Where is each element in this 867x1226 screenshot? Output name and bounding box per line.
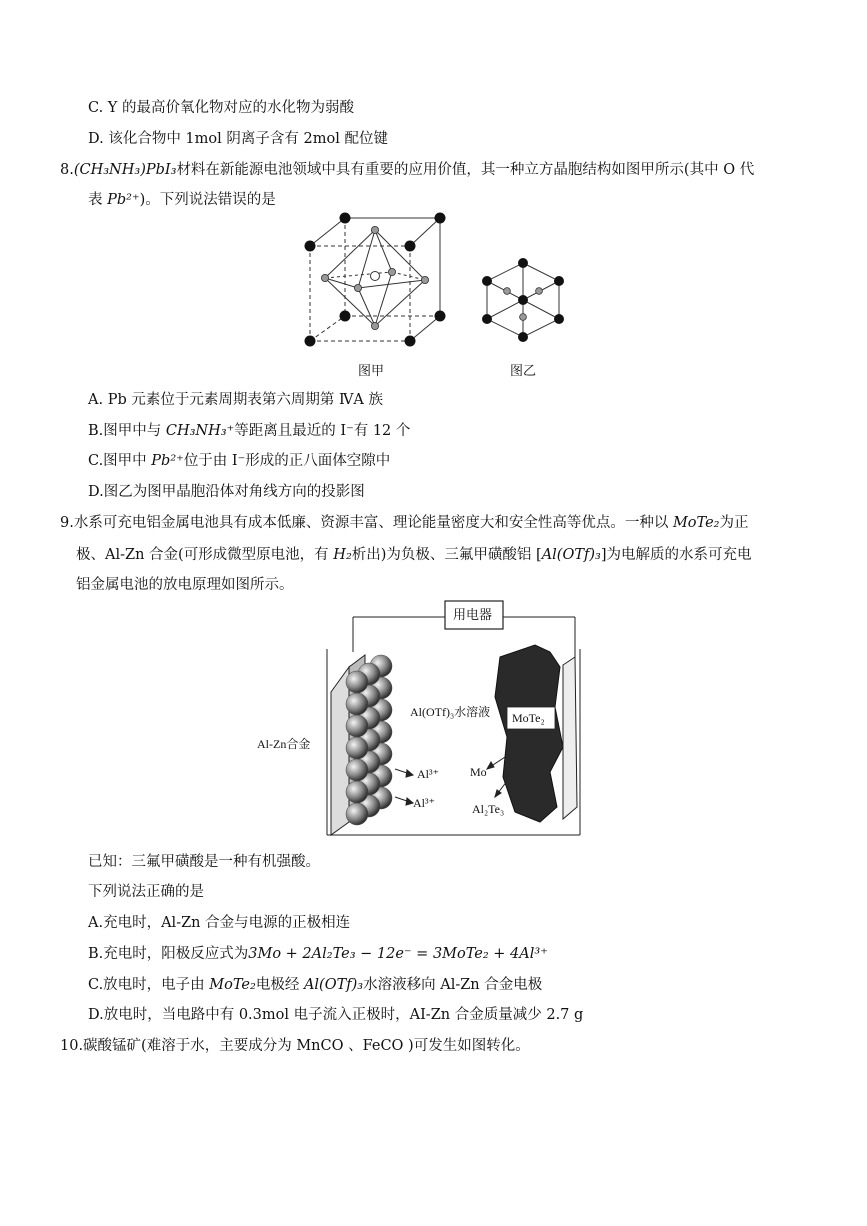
figure-yi-projection: [478, 255, 568, 345]
q8-number: 8.: [60, 162, 74, 178]
q8-option-c-ion: Pb²⁺: [151, 453, 184, 469]
cathode-label: MoTe₂: [512, 711, 545, 725]
q7-option-c: C. Y 的最高价氧化物对应的水化物为弱酸: [88, 100, 354, 116]
alloy-sphere: [346, 781, 368, 803]
q8-option-b-post: 等距离且最近的 I⁻有 12 个: [234, 423, 411, 439]
q9-stem-l2a: 极、Al-Zn 合金(可形成微型原电池，有: [76, 547, 329, 563]
q9-stem-line3: 铝金属电池的放电原理如图所示。: [76, 577, 294, 593]
q9-h2: H₂: [333, 547, 352, 563]
q8-option-b-pre: B.图甲中与: [88, 423, 162, 439]
al-ion-label-1: Al³⁺: [417, 767, 439, 781]
alloy-sphere: [346, 759, 368, 781]
figure-jia-label: 图甲: [358, 364, 385, 379]
q9-option-a: A.充电时，Al-Zn 合金与电源的正极相连: [88, 915, 351, 931]
q9-option-c-pre: C.放电时，电子由: [88, 977, 205, 993]
q9-option-b-eq: 3Mo + 2Al₂Te₃ − 12e⁻ = 3MoTe₂ + 4Al³⁺: [248, 946, 548, 962]
q9-option-c-post: 水溶液移向 Al-Zn 合金电极: [363, 977, 543, 993]
q9-mote2: MoTe₂: [672, 515, 720, 531]
q8-stem-line1: [60, 160, 754, 180]
solution-label: Al(OTf)₃水溶液: [410, 705, 491, 719]
q8-formula: (CH₃NH₃)PbI₃: [73, 162, 177, 178]
q9-option-c-f1: MoTe₂: [209, 977, 256, 993]
q8-stem-text: 材料在新能源电池领域中具有重要的应用价值，其一种立方晶胞结构如图甲所示(其中 O 代: [176, 162, 755, 178]
q9-stem-l2c: ]为电解质的水系可充电: [600, 547, 752, 563]
q9-option-d: D.放电时，当电路中有 0.3mol 电子流入正极时，AI-Zn 合金质量减少 2.7 g: [88, 1007, 584, 1023]
alloy-sphere: [346, 737, 368, 759]
q8-option-c-pre: C.图甲中: [88, 453, 147, 469]
q9-option-c: [88, 975, 542, 995]
q9-stem-l2b: 析出)为负极、三氟甲磺酸铝 [: [351, 547, 542, 563]
alloy-sphere: [346, 671, 368, 693]
alloy-sphere: [346, 803, 368, 825]
figure-jia-unit-cell: [300, 208, 450, 348]
q8-stem-line2: [88, 190, 276, 210]
device-label: 用电器: [453, 608, 493, 623]
mo-label: Mo: [470, 765, 487, 779]
alloy-sphere: [346, 693, 368, 715]
al2te3-label: Al₂Te₃: [472, 802, 505, 816]
q8-option-c: [88, 451, 390, 471]
q7-option-d: D. 该化合物中 1mol 阴离子含有 2mol 配位键: [88, 131, 388, 147]
q9-stem-l1a: 9.水系可充电铝金属电池具有成本低廉、资源丰富、理论能量密度大和安全性高等优点。一种以: [60, 515, 669, 531]
q9-al-otf: Al(OTf)₃: [541, 547, 601, 563]
q9-option-c-mid: 电极经: [255, 977, 300, 993]
al-ion-label-2: Al³⁺: [413, 796, 435, 810]
q9-option-b: [88, 944, 548, 964]
q9-ask: 下列说法正确的是: [88, 884, 204, 900]
q9-option-b-pre: B.充电时，阳极反应式为: [88, 946, 249, 962]
q8-option-c-post: 位于由 I⁻形成的正八面体空隙中: [183, 453, 391, 469]
alloy-sphere: [346, 715, 368, 737]
q8-option-a: A. Pb 元素位于元素周期表第六周期第 ⅣA 族: [88, 392, 384, 408]
q8-stem-post: )。下列说法错误的是: [139, 192, 276, 208]
q8-stem-pre: 表: [88, 192, 103, 208]
q8-pb-ion: Pb²⁺: [107, 192, 140, 208]
q8-option-b: [88, 421, 410, 441]
q10-stem: 10.碳酸锰矿(难溶于水，主要成分为 MnCO 、FeCO )可发生如图转化。: [60, 1038, 530, 1054]
q9-option-c-f2: Al(OTf)₃: [303, 977, 364, 993]
q9-stem-l1b: 为正: [719, 515, 749, 531]
figure-yi-label: 图乙: [510, 364, 537, 379]
anode-label: Al-Zn合金: [257, 737, 311, 751]
q8-option-d: D.图乙为图甲晶胞沿体对角线方向的投影图: [88, 484, 365, 500]
q9-stem-line2: [76, 545, 752, 565]
q9-stem-line1: [60, 513, 748, 533]
q9-known: 已知：三氟甲磺酸是一种有机强酸。: [88, 854, 320, 870]
q8-option-b-ion: CH₃NH₃⁺: [165, 423, 235, 439]
